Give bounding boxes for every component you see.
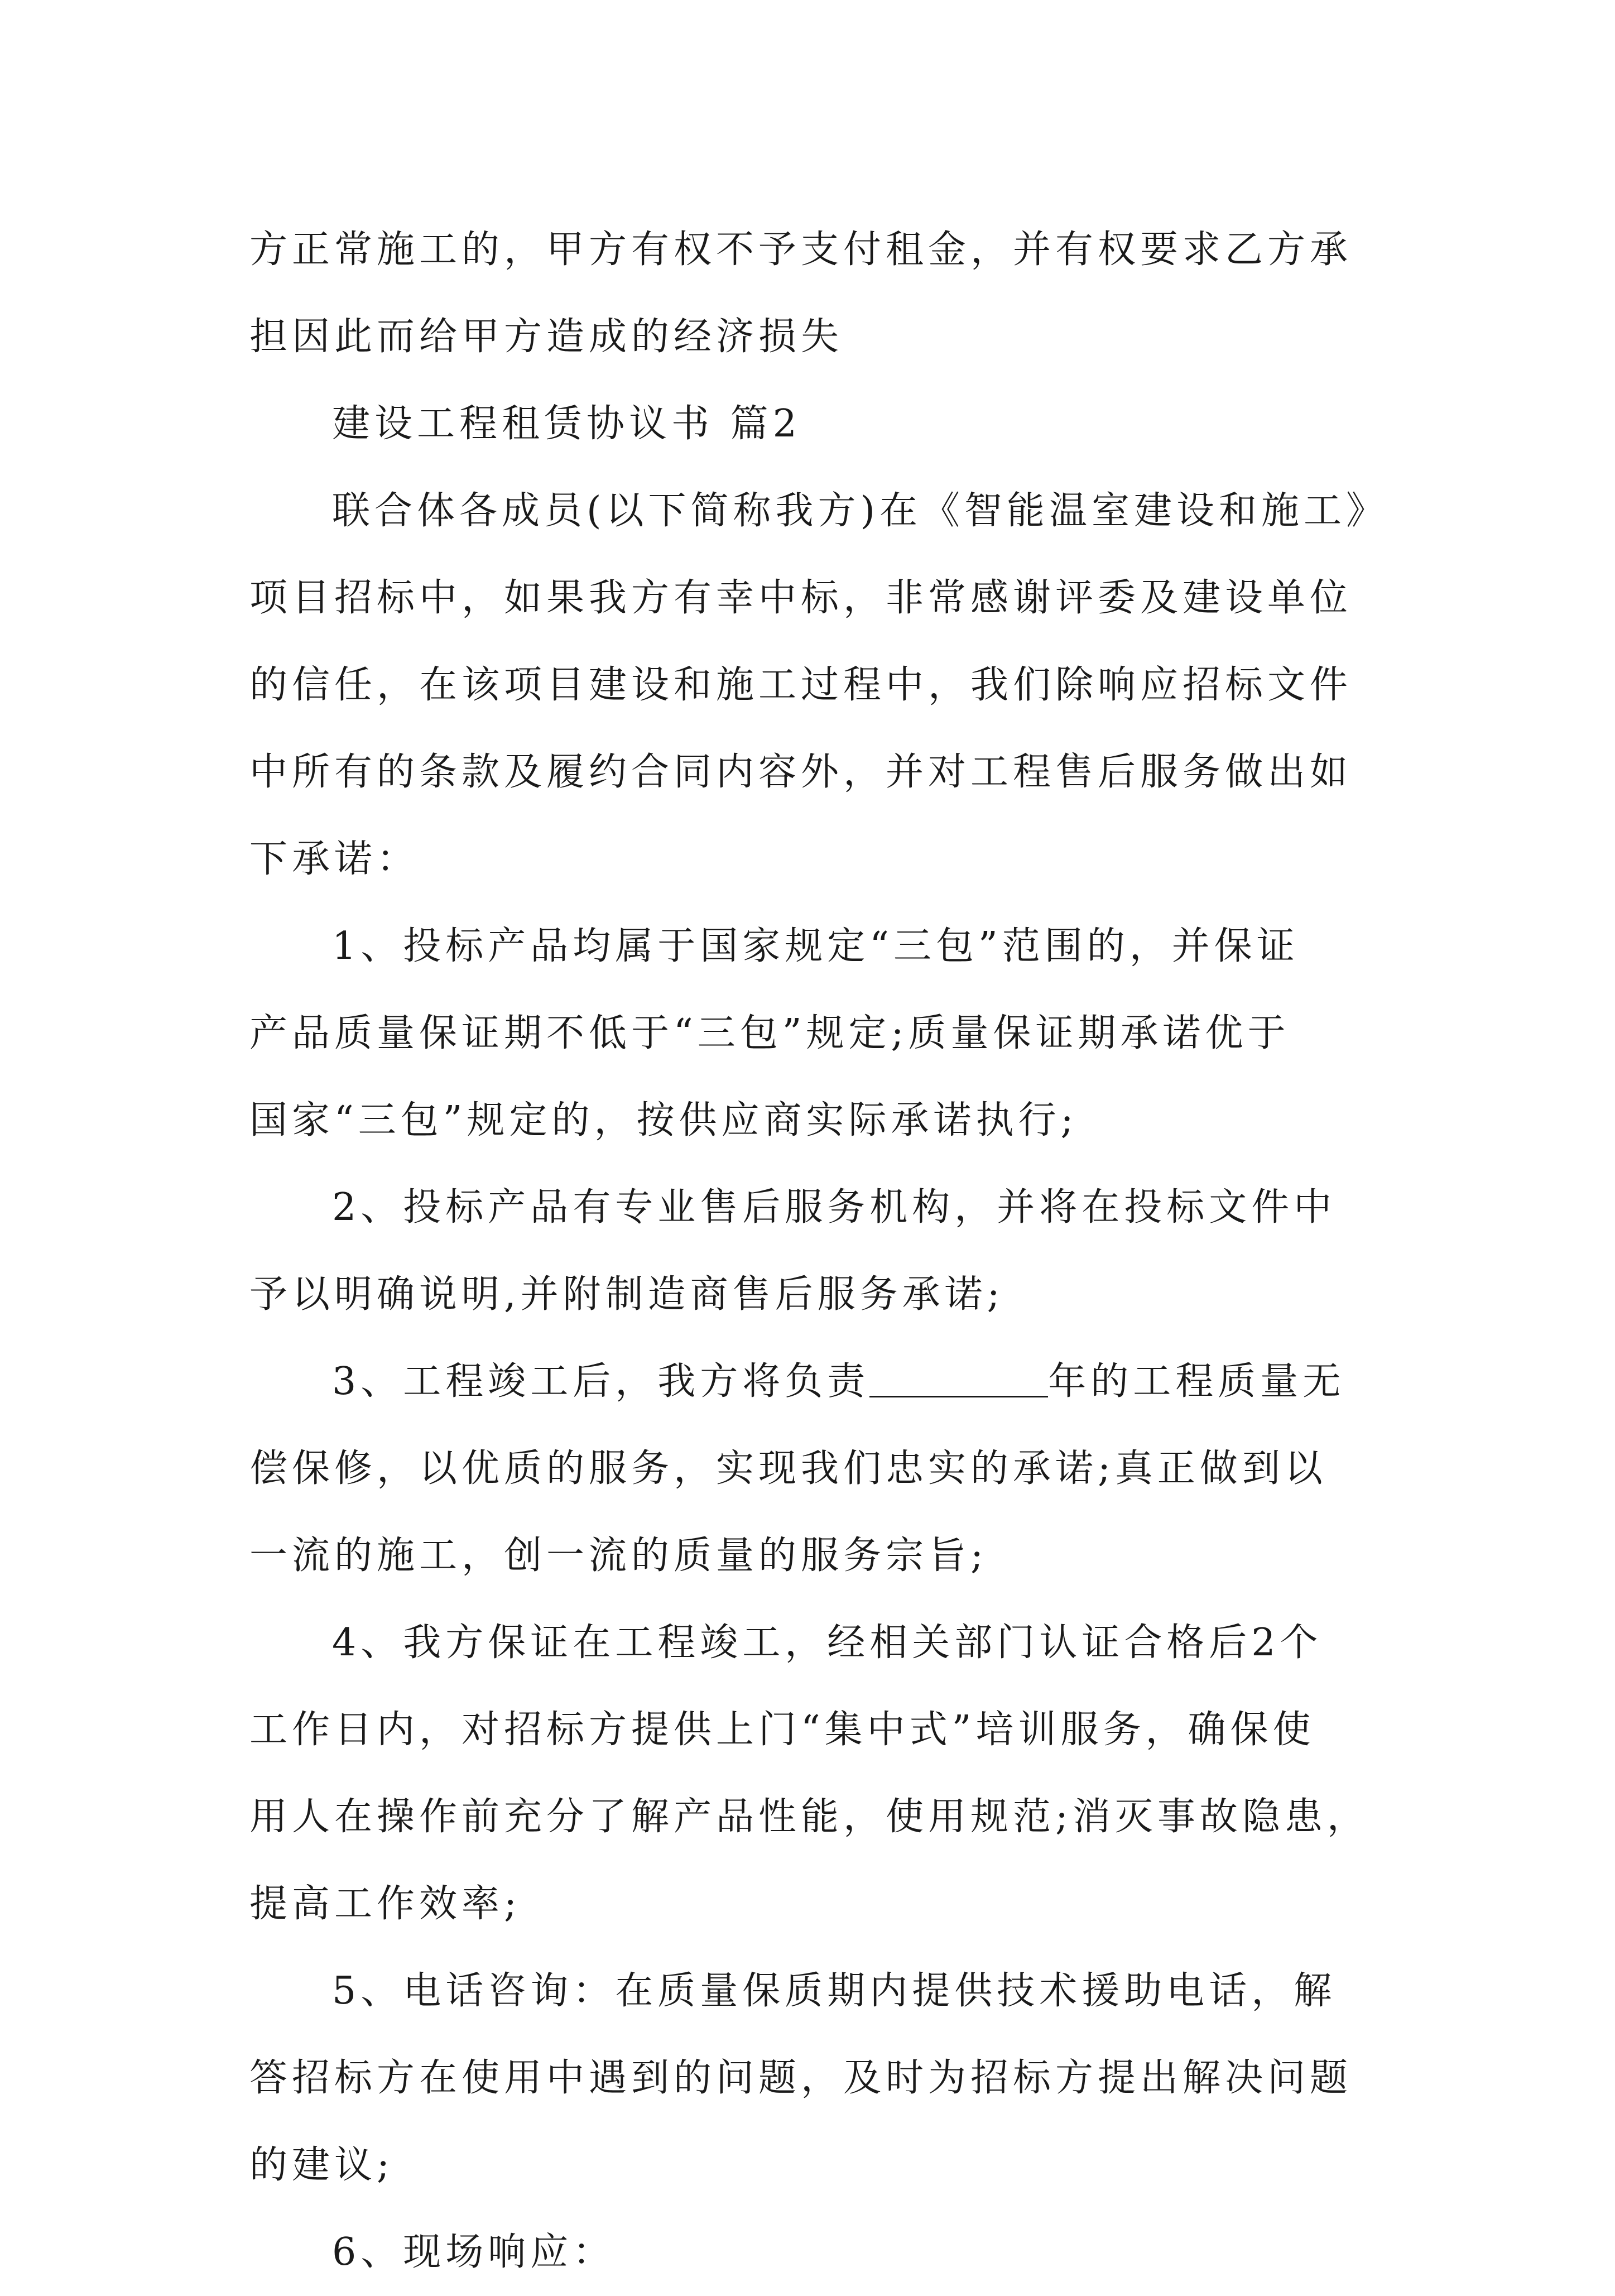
text-line: 联合体各成员(以下简称我方)在《智能温室建设和施工》 xyxy=(332,489,1389,533)
text-segment: 年的工程质量无 xyxy=(1048,1360,1345,1404)
text-line: 产品质量保证期不低于“三包”规定;质量保证期承诺优于 xyxy=(249,1011,1290,1055)
text-line: 中所有的条款及履约合同内容外，并对工程售后服务做出如 xyxy=(249,750,1353,794)
text-line: 担因此而给甲方造成的经济损失 xyxy=(249,315,844,359)
list-item-1: 1、投标产品均属于国家规定“三包”范围的，并保证 xyxy=(332,924,1299,968)
list-item-6: 6、现场响应： xyxy=(332,2230,616,2274)
list-item-5: 5、电话咨询：在质量保质期内提供技术援助电话，解 xyxy=(332,1969,1337,2013)
document-body xyxy=(249,206,1389,2296)
text-line: 国家“三包”规定的，按供应商实际承诺执行; xyxy=(249,1098,1078,1142)
fill-in-blank xyxy=(869,1358,1048,1397)
list-item-3 xyxy=(249,1338,1377,1425)
text-line: 答招标方在使用中遇到的问题，及时为招标方提出解决问题 xyxy=(249,2056,1353,2100)
text-segment: 3、工程竣工后，我方将负责 xyxy=(332,1360,870,1404)
list-item-2: 2、投标产品有专业售后服务机构，并将在投标文件中 xyxy=(332,1185,1337,1229)
text-line: 用人在操作前充分了解产品性能，使用规范;消灭事故隐患， xyxy=(249,1795,1369,1839)
text-line: 下承诺： xyxy=(249,837,420,881)
text-line: 方正常施工的，甲方有权不予支付租金，并有权要求乙方承 xyxy=(249,228,1353,272)
text-line: 的建议; xyxy=(249,2143,394,2187)
text-line: 工作日内，对招标方提供上门“集中式”培训服务，确保使 xyxy=(249,1708,1315,1752)
text-line: 项目招标中，如果我方有幸中标，非常感谢评委及建设单位 xyxy=(249,576,1353,620)
text-line: 偿保修，以优质的服务，实现我们忠实的承诺;真正做到以 xyxy=(249,1447,1327,1491)
text-line: 予以明确说明,并附制造商售后服务承诺; xyxy=(249,1272,1004,1317)
section-heading: 建设工程租赁协议书 篇2 xyxy=(332,402,801,446)
list-item-4: 4、我方保证在工程竣工，经相关部门认证合格后2个 xyxy=(332,1621,1323,1665)
text-line: 的信任，在该项目建设和施工过程中，我们除响应招标文件 xyxy=(249,663,1353,707)
text-line: 提高工作效率; xyxy=(249,1882,521,1926)
text-line: 一流的施工，创一流的质量的服务宗旨; xyxy=(249,1534,988,1578)
